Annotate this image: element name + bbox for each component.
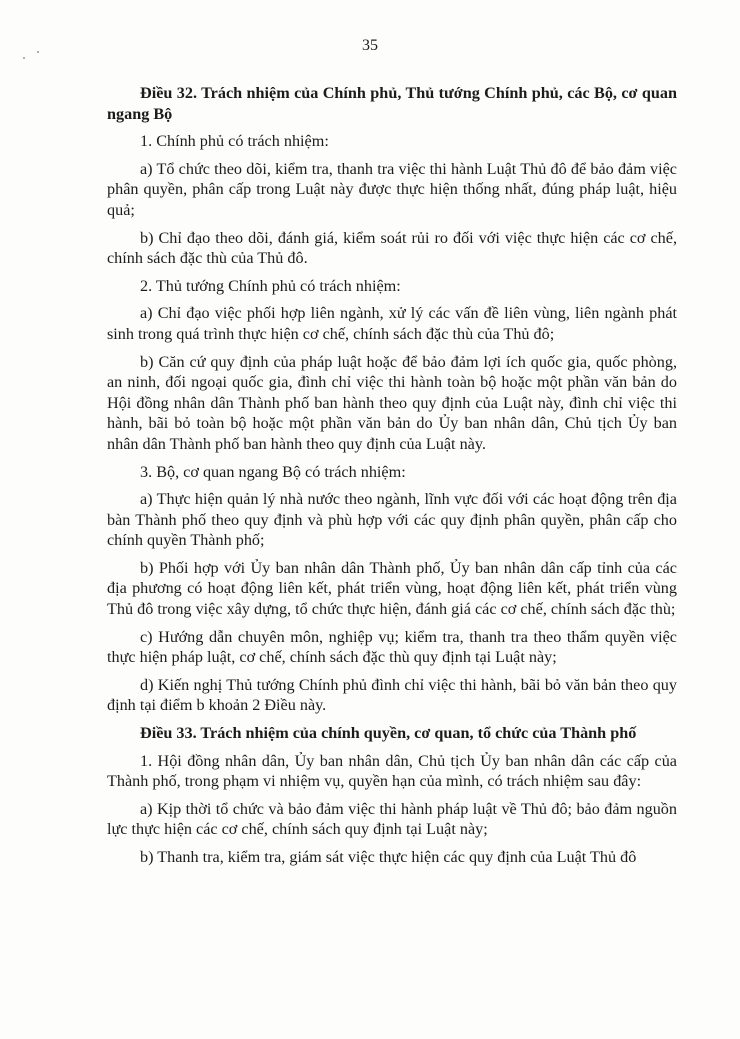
article-32-clause-3d: d) Kiến nghị Thủ tướng Chính phủ đình chỉ việc thi hành, bãi bỏ văn bản theo quy định tại điểm b khoản 2 Điều này.	[107, 675, 677, 715]
article-32-clause-1a: a) Tổ chức theo dõi, kiểm tra, thanh tra việc thi hành Luật Thủ đô để bảo đảm việc phân quyền, phân cấp trong Luật này được thực hiện thống nhất, đúng pháp luật, hiệu quả;	[107, 159, 677, 219]
document-body	[107, 83, 677, 874]
article-33-clause-1: 1. Hội đồng nhân dân, Ủy ban nhân dân, Chủ tịch Ủy ban nhân dân các cấp của Thành phố, trong phạm vi nhiệm vụ, quyền hạn của mình, có trách nhiệm sau đây:	[107, 751, 677, 791]
article-33-clause-1b: b) Thanh tra, kiểm tra, giám sát việc thực hiện các quy định của Luật Thủ đô	[140, 848, 637, 866]
article-32-clause-2a: a) Chỉ đạo việc phối hợp liên ngành, xử lý các vấn đề liên vùng, liên ngành phát sinh trong quá trình thực hiện cơ chế, chính sách đặc thù của Thủ đô;	[107, 304, 677, 343]
article-33-clause-1a: a) Kịp thời tổ chức và bảo đảm việc thi hành pháp luật về Thủ đô; bảo đảm nguồn lực thực hiện các cơ chế, chính sách quy định tại Luật này;	[107, 799, 677, 839]
scan-speck	[23, 57, 25, 59]
article-32-clause-3c: c) Hướng dẫn chuyên môn, nghiệp vụ; kiểm tra, thanh tra theo thẩm quyền việc thực hiện pháp luật, cơ chế, chính sách đặc thù quy định tại Luật này;	[107, 627, 677, 667]
article-32-heading: Điều 32. Trách nhiệm của Chính phủ, Thủ tướng Chính phủ, các Bộ, cơ quan ngang Bộ	[107, 84, 677, 123]
article-32-clause-1: 1. Chính phủ có trách nhiệm:	[140, 132, 329, 151]
article-32-clause-3: 3. Bộ, cơ quan ngang Bộ có trách nhiệm:	[140, 462, 406, 481]
page-number: 35	[362, 37, 378, 54]
article-33-heading: Điều 33. Trách nhiệm của chính quyền, cơ quan, tổ chức của Thành phố	[140, 724, 637, 743]
article-32-clause-1b: b) Chỉ đạo theo dõi, đánh giá, kiểm soát rủi ro đối với việc thực hiện các cơ chế, chính sách đặc thù của Thủ đô.	[107, 228, 677, 268]
article-32-clause-2: 2. Thủ tướng Chính phủ có trách nhiệm:	[140, 276, 401, 295]
article-32-clause-3b: b) Phối hợp với Ủy ban nhân dân Thành phố, Ủy ban nhân dân cấp tỉnh của các địa phương có hoạt động liên kết, phát triển vùng, hoạt động liên kết, phát triển vùng Thủ đô trong việc xây dựng, tổ chức thực hiện, đánh giá các cơ chế, chính sách đặc thù;	[107, 558, 677, 619]
article-32-clause-2b: b) Căn cứ quy định của pháp luật hoặc để bảo đảm lợi ích quốc gia, quốc phòng, an ninh, đối ngoại quốc gia, đình chỉ việc thi hành toàn bộ hoặc một phần văn bản do Hội đồng nhân dân Thành phố ban hành theo quy định của Luật này, đình chỉ việc thi hành, bãi bỏ toàn bộ hoặc một phần văn bản do Ủy ban nhân dân, Chủ tịch Ủy ban nhân dân Thành phố ban hành theo quy định của Luật này.	[107, 352, 677, 453]
article-32-clause-3a: a) Thực hiện quản lý nhà nước theo ngành, lĩnh vực đối với các hoạt động trên địa bàn Thành phố theo quy định và phù hợp với các quy định phân quyền, phân cấp cho chính quyền Thành phố;	[107, 490, 677, 550]
